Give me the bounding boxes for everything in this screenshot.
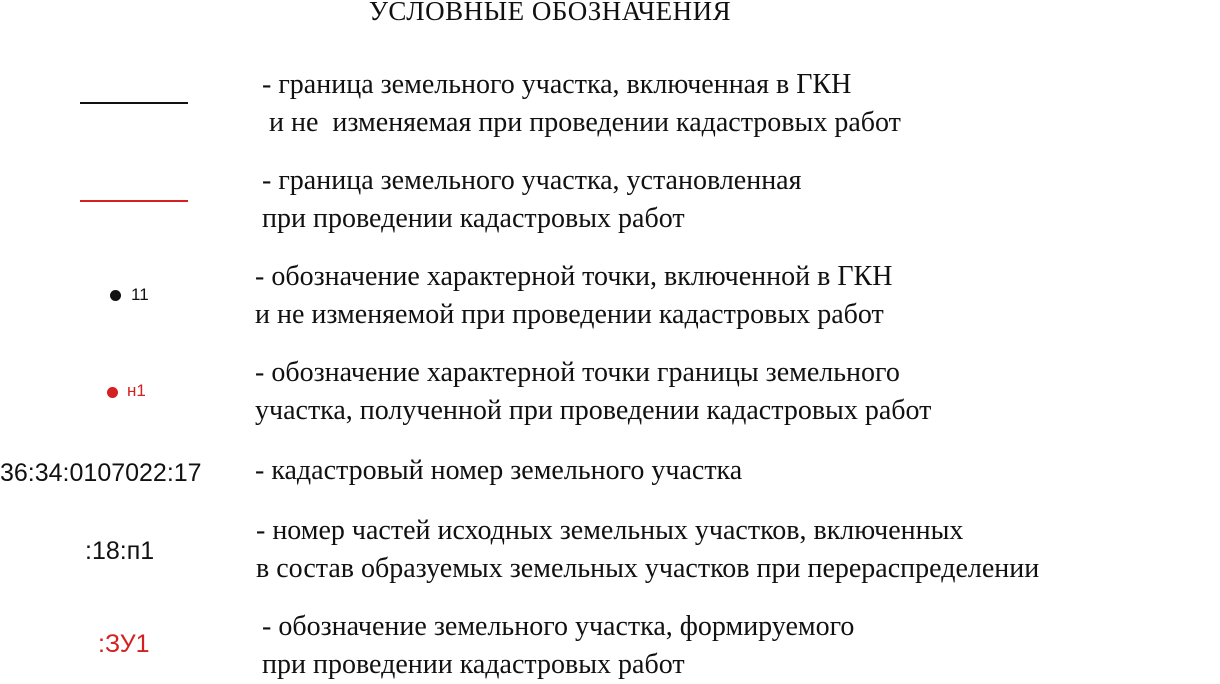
red-boundary-line-symbol bbox=[80, 200, 188, 202]
legend-title: УСЛОВНЫЕ ОБОЗНАЧЕНИЯ bbox=[368, 0, 732, 26]
description-line: - кадастровый номер земельного участка bbox=[255, 455, 743, 486]
description-line: - номер частей исходных земельных участков, включенных bbox=[256, 515, 964, 546]
description-line: и не изменяемая при проведении кадастровых работ bbox=[262, 107, 901, 138]
legend-item-description bbox=[255, 258, 892, 334]
description-line: в состав образуемых земельных участков при перераспределении bbox=[256, 553, 1040, 584]
description-line: - обозначение земельного участка, формируемого bbox=[262, 611, 855, 642]
description-line: - граница земельного участка, включенная в ГКН bbox=[262, 69, 852, 100]
legend-item-description bbox=[255, 452, 742, 490]
description-line: при проведении кадастровых работ bbox=[262, 649, 685, 680]
point-label: н1 bbox=[127, 381, 146, 400]
legend-item-description bbox=[255, 354, 931, 430]
description-line: - граница земельного участка, установленная bbox=[262, 165, 802, 196]
legend-item-description bbox=[262, 608, 854, 684]
description-line: - обозначение характерной точки, включенной в ГКН bbox=[255, 261, 893, 292]
legend-item-description bbox=[262, 162, 802, 238]
cadastral-number-label: 36:34:0107022:17 bbox=[0, 459, 202, 487]
black-point-icon bbox=[110, 290, 121, 301]
black-boundary-line-symbol bbox=[80, 102, 188, 104]
description-line: и не изменяемой при проведении кадастровых работ bbox=[255, 299, 884, 330]
formed-plot-label: :ЗУ1 bbox=[98, 630, 150, 658]
legend-item-description bbox=[262, 66, 901, 142]
part-number-label: :18:п1 bbox=[85, 537, 155, 565]
red-point-icon bbox=[107, 387, 118, 398]
point-label: 11 bbox=[131, 285, 149, 304]
description-line: - обозначение характерной точки границы земельного bbox=[255, 357, 900, 388]
description-line: участка, полученной при проведении кадастровых работ bbox=[255, 395, 932, 426]
description-line: при проведении кадастровых работ bbox=[262, 203, 685, 234]
legend-item-description bbox=[256, 512, 1039, 588]
